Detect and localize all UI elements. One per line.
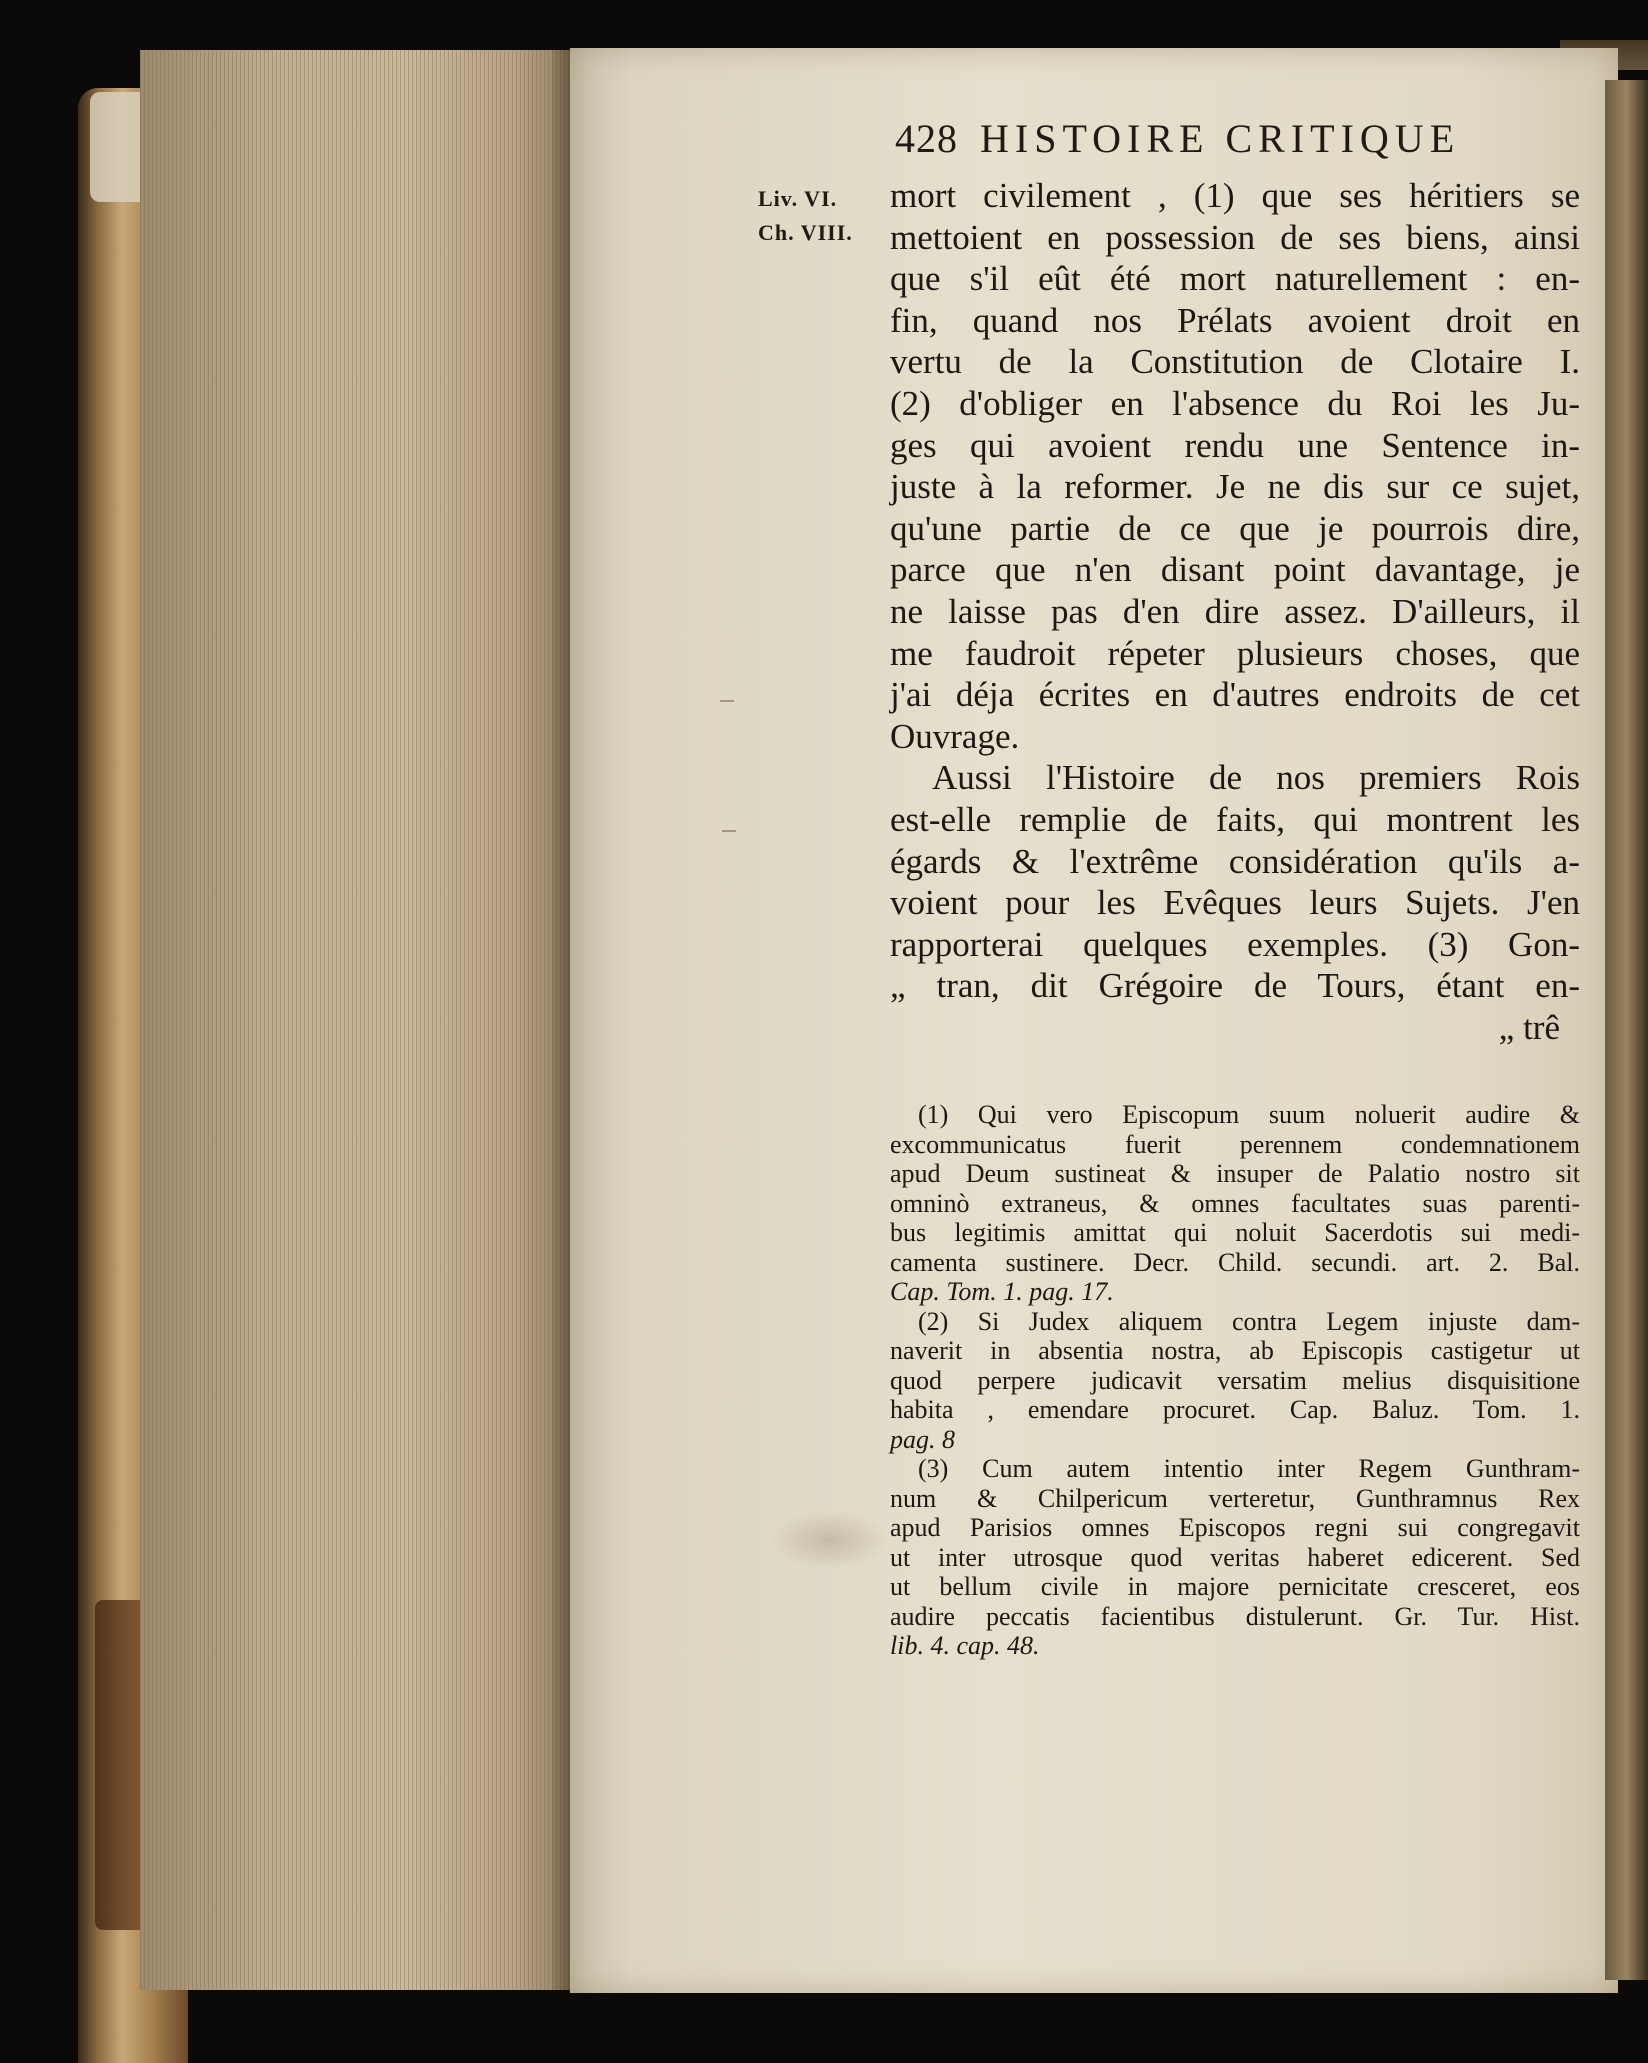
body-line: j'ai déja écrites en d'autres endroits de cet — [890, 675, 1580, 715]
footnote-line: num & Chilpericum verteretur, Gunthramnus Rex — [890, 1483, 1580, 1513]
catchword: „ trê — [1498, 1007, 1560, 1047]
footnote-line: audire peccatis facientibus distulerunt. Gr. Tur. Hist. — [890, 1601, 1580, 1631]
body-line: est-elle remplie de faits, qui montrent les — [890, 799, 1580, 839]
body-line: ges qui avoient rendu une Sentence in- — [890, 425, 1580, 465]
running-head — [895, 115, 1535, 162]
footnote-line: bus legitimis amittat qui noluit Sacerdotis sui medi- — [890, 1218, 1580, 1247]
running-title: HISTOIRE CRITIQUE — [980, 116, 1461, 161]
body-line: que s'il eût été mort naturellement : en- — [890, 259, 1580, 299]
footnote-line: apud Parisios omnes Episcopos regni sui congregavit — [890, 1513, 1580, 1542]
margin-note-book: Liv. VI. — [758, 186, 838, 211]
footnote-line: habita , emendare procuret. Cap. Baluz. Tom. 1. — [890, 1395, 1580, 1424]
body-line: parce que n'en disant point davantage, je — [890, 550, 1580, 590]
body-line: „ tran, dit Grégoire de Tours, étant en- — [890, 966, 1580, 1006]
footnote-line: apud Deum sustineat & insuper de Palatio nostro sit — [890, 1159, 1580, 1188]
footnote-line: lib. 4. cap. 48. — [890, 1631, 1040, 1660]
footnote-line: (1) Qui vero Episcopum suum noluerit audire & — [918, 1100, 1580, 1129]
body-line: mort civilement , (1) que ses héritiers se — [890, 176, 1580, 215]
margin-mark — [720, 700, 734, 702]
footnote-line: Cap. Tom. 1. pag. 17. — [890, 1277, 1114, 1306]
body-line: Aussi l'Histoire de nos premiers Rois — [932, 758, 1580, 798]
body-line: voient pour les Evêques leurs Sujets. J'en — [890, 883, 1580, 923]
page-edges — [140, 50, 580, 1990]
body-line: qu'une partie de ce que je pourrois dire, — [890, 508, 1580, 548]
margin-note — [758, 182, 898, 250]
footnote-line: ut bellum civile in majore pernicitate cresceret, eos — [890, 1572, 1580, 1601]
body-line: (2) d'obliger en l'absence du Roi les Ju- — [890, 383, 1580, 423]
footnotes — [890, 1100, 1580, 1661]
footnote-line: pag. 8 — [890, 1424, 955, 1454]
show-through-stain — [770, 1510, 890, 1570]
footnote-line: ut inter utrosque quod veritas haberet edicerent. Sed — [890, 1542, 1580, 1572]
body-line: fin, quand nos Prélats avoient droit en — [890, 300, 1580, 340]
margin-mark — [722, 830, 736, 832]
footnote-line: (2) Si Judex aliquem contra Legem injuste dam- — [918, 1306, 1580, 1336]
body-line: vertu de la Constitution de Clotaire I. — [890, 342, 1580, 382]
facing-page-edge — [1605, 80, 1648, 1980]
body-line: mettoient en possession de ses biens, ainsi — [890, 217, 1580, 257]
footnote-line: omninò extraneus, & omnes facultates suas parenti- — [890, 1188, 1580, 1218]
body-line: égards & l'extrême considération qu'ils a- — [890, 841, 1580, 881]
footnote-line: naverit in absentia nostra, ab Episcopis castigetur ut — [890, 1336, 1580, 1365]
body-line: rapporterai quelques exemples. (3) Gon- — [890, 924, 1580, 964]
body-line: Ouvrage. — [890, 716, 1020, 756]
body-line: me faudroit répeter plusieurs choses, que — [890, 633, 1580, 673]
margin-note-chapter: Ch. VIII. — [758, 220, 853, 245]
footnote-line: camenta sustinere. Decr. Child. secundi. art. 2. Bal. — [890, 1247, 1580, 1277]
footnote-line: quod perpere judicavit versatim melius disquisitione — [890, 1365, 1580, 1395]
footnote-line: excommunicatus fuerit perennem condemnationem — [890, 1129, 1580, 1159]
body-line: ne laisse pas d'en dire assez. D'ailleurs, il — [890, 591, 1580, 631]
body-line: juste à la reformer. Je ne dis sur ce sujet, — [890, 467, 1580, 507]
body-text — [890, 175, 1580, 1048]
page-number: 428 — [895, 116, 958, 161]
footnote-line: (3) Cum autem intentio inter Regem Gunthram- — [918, 1454, 1580, 1483]
